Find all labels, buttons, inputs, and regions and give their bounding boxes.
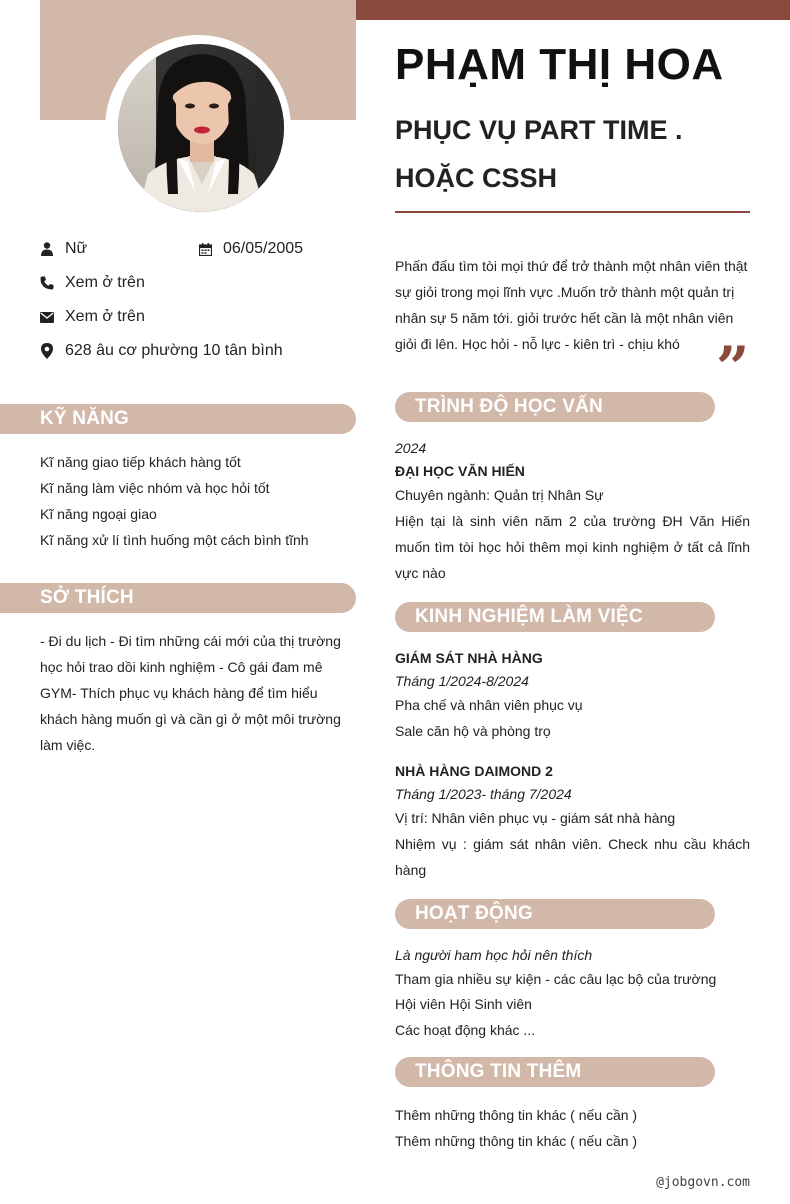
hobbies-text: - Đi du lịch - Đi tìm những cái mới của thị trường học hỏi trao dồi kinh nghiệm - Cô gái đam mê GYM- Thích phục vụ khách hàng để tìm hiểu khách hàng muốn gì và cần gì ở một môi trường làm việc. xyxy=(40,633,341,753)
activities-intro: Là người ham học hỏi nên thích xyxy=(395,947,593,963)
extra-info-block xyxy=(395,1102,750,1154)
experience-job-2 xyxy=(395,759,750,883)
candidate-name: PHẠM THỊ HOA xyxy=(395,40,724,89)
job-title-line: PHỤC VỤ PART TIME . xyxy=(395,115,683,145)
title-divider xyxy=(395,211,750,213)
education-school: ĐẠI HỌC VĂN HIẾN xyxy=(395,463,525,479)
phone-value: Xem ở trên xyxy=(65,274,145,291)
extra-info-heading: THÔNG TIN THÊM xyxy=(395,1057,715,1087)
gender-row xyxy=(40,238,87,260)
birthdate-value: 06/05/2005 xyxy=(223,240,304,257)
activity-item: Hội viên Hội Sinh viên xyxy=(395,996,532,1012)
job-detail: Vị trí: Nhân viên phục vụ - giám sát nhà hàng xyxy=(395,810,676,826)
education-major: Chuyên ngành: Quản trị Nhân Sự xyxy=(395,487,604,503)
email-row xyxy=(40,306,145,328)
email-value: Xem ở trên xyxy=(65,308,145,325)
job-detail: Pha chế và nhân viên phục vụ xyxy=(395,697,583,713)
activity-item: Các hoạt động khác ... xyxy=(395,1022,536,1038)
job-detail: Sale căn hộ và phòng trọ xyxy=(395,723,551,739)
footer-watermark: @jobgovn.com xyxy=(656,1175,750,1190)
skill-item: Kĩ năng làm việc nhóm và học hỏi tốt xyxy=(40,480,270,496)
education-description: Hiện tại là sinh viên năm 2 của trường ĐH Văn Hiến muốn tìm tòi học hỏi thêm mọi kinh nghiệm ở tất cả lĩnh vực nào xyxy=(395,513,750,581)
envelope-icon xyxy=(40,309,54,325)
job-period: Tháng 1/2024-8/2024 xyxy=(395,673,529,689)
gender-value: Nữ xyxy=(65,240,88,257)
profile-photo xyxy=(118,44,284,212)
calendar-icon xyxy=(198,241,212,257)
top-accent-bar xyxy=(356,0,790,20)
activities-block xyxy=(395,943,750,1043)
activities-heading: HOẠT ĐỘNG xyxy=(395,899,715,929)
activity-item: Tham gia nhiều sự kiện - các câu lạc bộ của trường xyxy=(395,971,717,987)
skill-item: Kĩ năng ngoại giao xyxy=(40,506,157,522)
extra-info-item: Thêm những thông tin khác ( nếu cần ) xyxy=(395,1133,638,1149)
person-icon xyxy=(40,241,54,257)
birthdate-row xyxy=(198,238,303,260)
experience-heading: KINH NGHIỆM LÀM VIỆC xyxy=(395,602,715,632)
address-row xyxy=(40,340,283,362)
experience-job-1 xyxy=(395,646,750,744)
education-year: 2024 xyxy=(395,440,427,456)
location-pin-icon xyxy=(40,343,54,359)
education-heading: TRÌNH ĐỘ HỌC VẤN xyxy=(395,392,715,422)
job-period: Tháng 1/2023- tháng 7/2024 xyxy=(395,786,572,802)
job-title-line: HOẶC CSSH xyxy=(395,163,558,193)
job-title: GIÁM SÁT NHÀ HÀNG xyxy=(395,650,543,666)
education-block xyxy=(395,436,750,586)
hobbies-heading: SỞ THÍCH xyxy=(0,583,356,613)
phone-row xyxy=(40,272,145,294)
career-objective: Phấn đấu tìm tòi mọi thứ để trở thành một nhân viên thật sự giỏi trong mọi lĩnh vực .Muốn trở thành một quản trị nhân sự 5 năm tới. giỏi trước hết cần là một nhân viên giỏi đi lên. Học hỏi - nỗ lực - kiên trì - chịu khó xyxy=(395,258,748,352)
skills-heading: KỸ NĂNG xyxy=(0,404,356,434)
job-detail: Nhiệm vụ : giám sát nhân viên. Check nhu cầu khách hàng xyxy=(395,836,750,878)
quote-icon: ” xyxy=(716,334,750,402)
skill-item: Kĩ năng giao tiếp khách hàng tốt xyxy=(40,454,241,470)
address-value: 628 âu cơ phường 10 tân bình xyxy=(65,342,283,359)
extra-info-item: Thêm những thông tin khác ( nếu cần ) xyxy=(395,1107,638,1123)
job-title: NHÀ HÀNG DAIMOND 2 xyxy=(395,763,553,779)
job-title xyxy=(395,106,750,202)
portrait-image xyxy=(118,44,284,212)
skills-list xyxy=(40,449,356,553)
skill-item: Kĩ năng xử lí tình huống một cách bình tĩnh xyxy=(40,532,309,548)
phone-icon xyxy=(40,275,54,291)
